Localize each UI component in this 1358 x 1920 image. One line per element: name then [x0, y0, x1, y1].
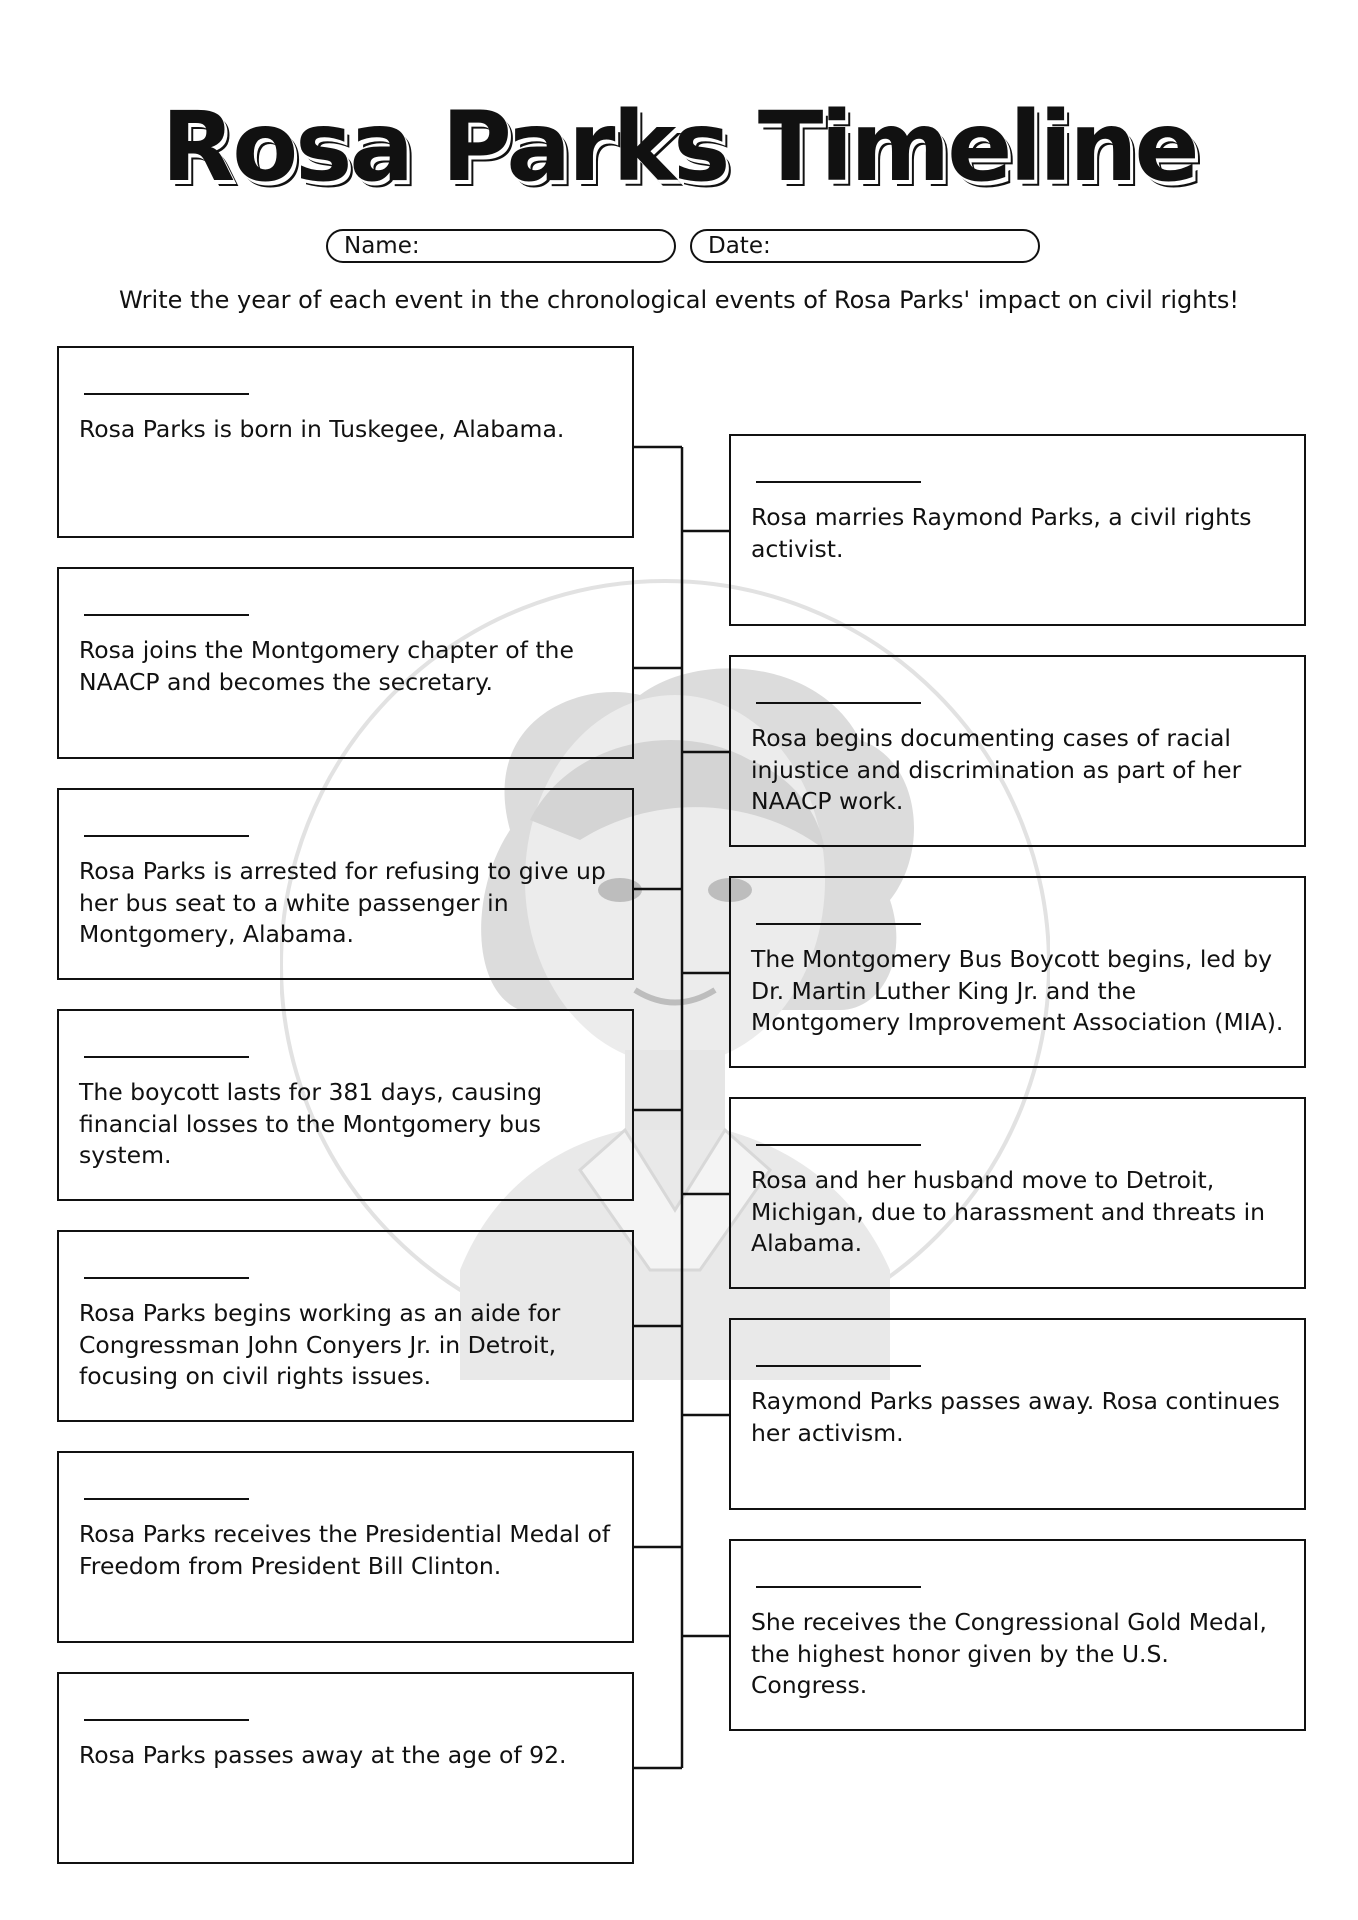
event-text: Rosa Parks is arrested for refusing to give up her bus seat to a white passenger in Montgomery, Alabama. [79, 857, 606, 948]
event-card-right-6 [729, 1539, 1306, 1731]
year-blank[interactable] [84, 393, 249, 395]
event-text: She receives the Congressional Gold Medal, the highest honor given by the U.S. Congress. [751, 1608, 1267, 1699]
year-blank[interactable] [84, 614, 249, 616]
event-text: Rosa joins the Montgomery chapter of the NAACP and becomes the secretary. [79, 636, 574, 696]
event-text: The boycott lasts for 381 days, causing financial losses to the Montgomery bus system. [79, 1078, 542, 1169]
year-blank[interactable] [84, 1719, 249, 1721]
event-text: The Montgomery Bus Boycott begins, led by Dr. Martin Luther King Jr. and the Montgomery Improvement Association (MIA). [751, 945, 1284, 1036]
event-text: Rosa Parks passes away at the age of 92. [79, 1741, 567, 1769]
year-blank[interactable] [756, 481, 921, 483]
event-card-left-3 [57, 788, 634, 980]
event-card-right-2 [729, 655, 1306, 847]
event-text: Rosa Parks is born in Tuskegee, Alabama. [79, 415, 565, 443]
year-blank[interactable] [84, 1056, 249, 1058]
event-text: Rosa and her husband move to Detroit, Michigan, due to harassment and threats in Alabama. [751, 1166, 1266, 1257]
year-blank[interactable] [756, 1365, 921, 1367]
event-card-right-1 [729, 434, 1306, 626]
year-blank[interactable] [756, 1144, 921, 1146]
date-label: Date: [708, 233, 771, 259]
event-text: Rosa marries Raymond Parks, a civil rights activist. [751, 503, 1252, 563]
event-card-left-7 [57, 1672, 634, 1864]
event-card-right-3 [729, 876, 1306, 1068]
year-blank[interactable] [756, 702, 921, 704]
name-label: Name: [344, 233, 420, 259]
year-blank[interactable] [756, 1586, 921, 1588]
event-card-right-4 [729, 1097, 1306, 1289]
event-card-left-5 [57, 1230, 634, 1422]
year-blank[interactable] [756, 923, 921, 925]
event-text: Rosa Parks receives the Presidential Medal of Freedom from President Bill Clinton. [79, 1520, 611, 1580]
year-blank[interactable] [84, 835, 249, 837]
page-title: Rosa Parks Timeline [161, 91, 1197, 203]
event-text: Raymond Parks passes away. Rosa continues her activism. [751, 1387, 1280, 1447]
instructions-text: Write the year of each event in the chronological events of Rosa Parks' impact on civil rights! [119, 286, 1239, 314]
event-text: Rosa Parks begins working as an aide for Congressman John Conyers Jr. in Detroit, focusing on civil rights issues. [79, 1299, 561, 1390]
event-card-right-5 [729, 1318, 1306, 1510]
event-card-left-4 [57, 1009, 634, 1201]
year-blank[interactable] [84, 1498, 249, 1500]
event-card-left-2 [57, 567, 634, 759]
event-text: Rosa begins documenting cases of racial injustice and discrimination as part of her NAACP work. [751, 724, 1242, 815]
year-blank[interactable] [84, 1277, 249, 1279]
event-card-left-6 [57, 1451, 634, 1643]
event-card-left-1 [57, 346, 634, 538]
